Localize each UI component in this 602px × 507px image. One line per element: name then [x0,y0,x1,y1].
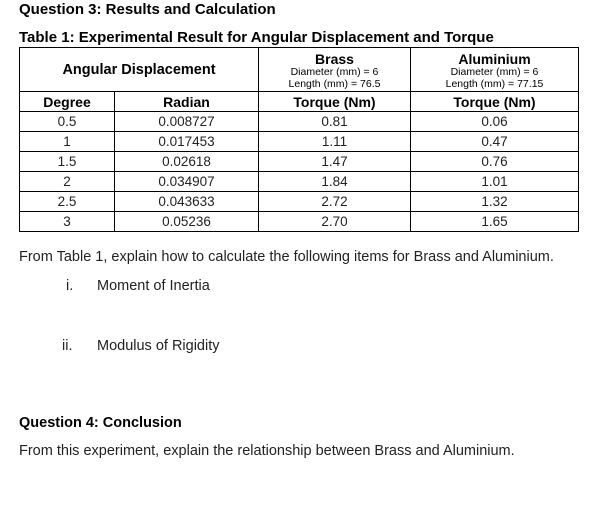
cell-radian: 0.043633 [115,192,259,212]
conclusion-text: From this experiment, explain the relationship between Brass and Aluminium. [19,443,515,459]
item-marker: i. [66,278,74,294]
question-3-title: Question 3: Results and Calculation [19,1,276,18]
table-row [20,152,579,172]
cell-degree: 2 [20,172,115,192]
item-moment-of-inertia: Moment of Inertia [97,278,210,294]
column-header-brass-torque: Torque (Nm) [259,92,411,112]
brass-header [259,48,411,92]
cell-radian: 0.008727 [115,112,259,132]
cell-degree: 2.5 [20,192,115,212]
cell-aluminium-torque: 0.76 [411,152,579,172]
cell-aluminium-torque: 1.65 [411,212,579,232]
cell-radian: 0.034907 [115,172,259,192]
aluminium-name: Aluminium [458,50,531,67]
aluminium-header [411,48,579,92]
cell-aluminium-torque: 0.06 [411,112,579,132]
table-caption: Table 1: Experimental Result for Angular Displacement and Torque [19,29,494,46]
table-row [20,132,579,152]
item-modulus-of-rigidity: Modulus of Rigidity [97,338,220,354]
column-header-degree: Degree [20,92,115,112]
cell-degree: 3 [20,212,115,232]
cell-aluminium-torque: 0.47 [411,132,579,152]
table-row [20,192,579,212]
column-header-aluminium-torque: Torque (Nm) [411,92,579,112]
cell-brass-torque: 0.81 [259,112,411,132]
brass-length: Length (mm) = 76.5 [288,77,381,90]
aluminium-diameter: Diameter (mm) = 6 [450,65,539,78]
column-header-row [20,92,579,112]
cell-radian: 0.017453 [115,132,259,152]
angular-displacement-header: Angular Displacement [20,48,259,92]
cell-brass-torque: 2.72 [259,192,411,212]
brass-name: Brass [315,50,354,67]
cell-brass-torque: 1.84 [259,172,411,192]
header-row-group [20,48,579,92]
cell-radian: 0.05236 [115,212,259,232]
cell-degree: 1 [20,132,115,152]
item-marker: ii. [62,338,73,354]
results-table [19,47,579,232]
table-row [20,112,579,132]
cell-degree: 1.5 [20,152,115,172]
cell-radian: 0.02618 [115,152,259,172]
question-4-title: Question 4: Conclusion [19,415,182,431]
cell-aluminium-torque: 1.32 [411,192,579,212]
cell-degree: 0.5 [20,112,115,132]
cell-aluminium-torque: 1.01 [411,172,579,192]
table-row [20,172,579,192]
brass-diameter: Diameter (mm) = 6 [290,65,379,78]
cell-brass-torque: 1.11 [259,132,411,152]
cell-brass-torque: 2.70 [259,212,411,232]
aluminium-length: Length (mm) = 77.15 [445,77,544,90]
instruction-text: From Table 1, explain how to calculate the following items for Brass and Aluminium. [19,249,554,265]
column-header-radian: Radian [115,92,259,112]
table-row [20,212,579,232]
cell-brass-torque: 1.47 [259,152,411,172]
